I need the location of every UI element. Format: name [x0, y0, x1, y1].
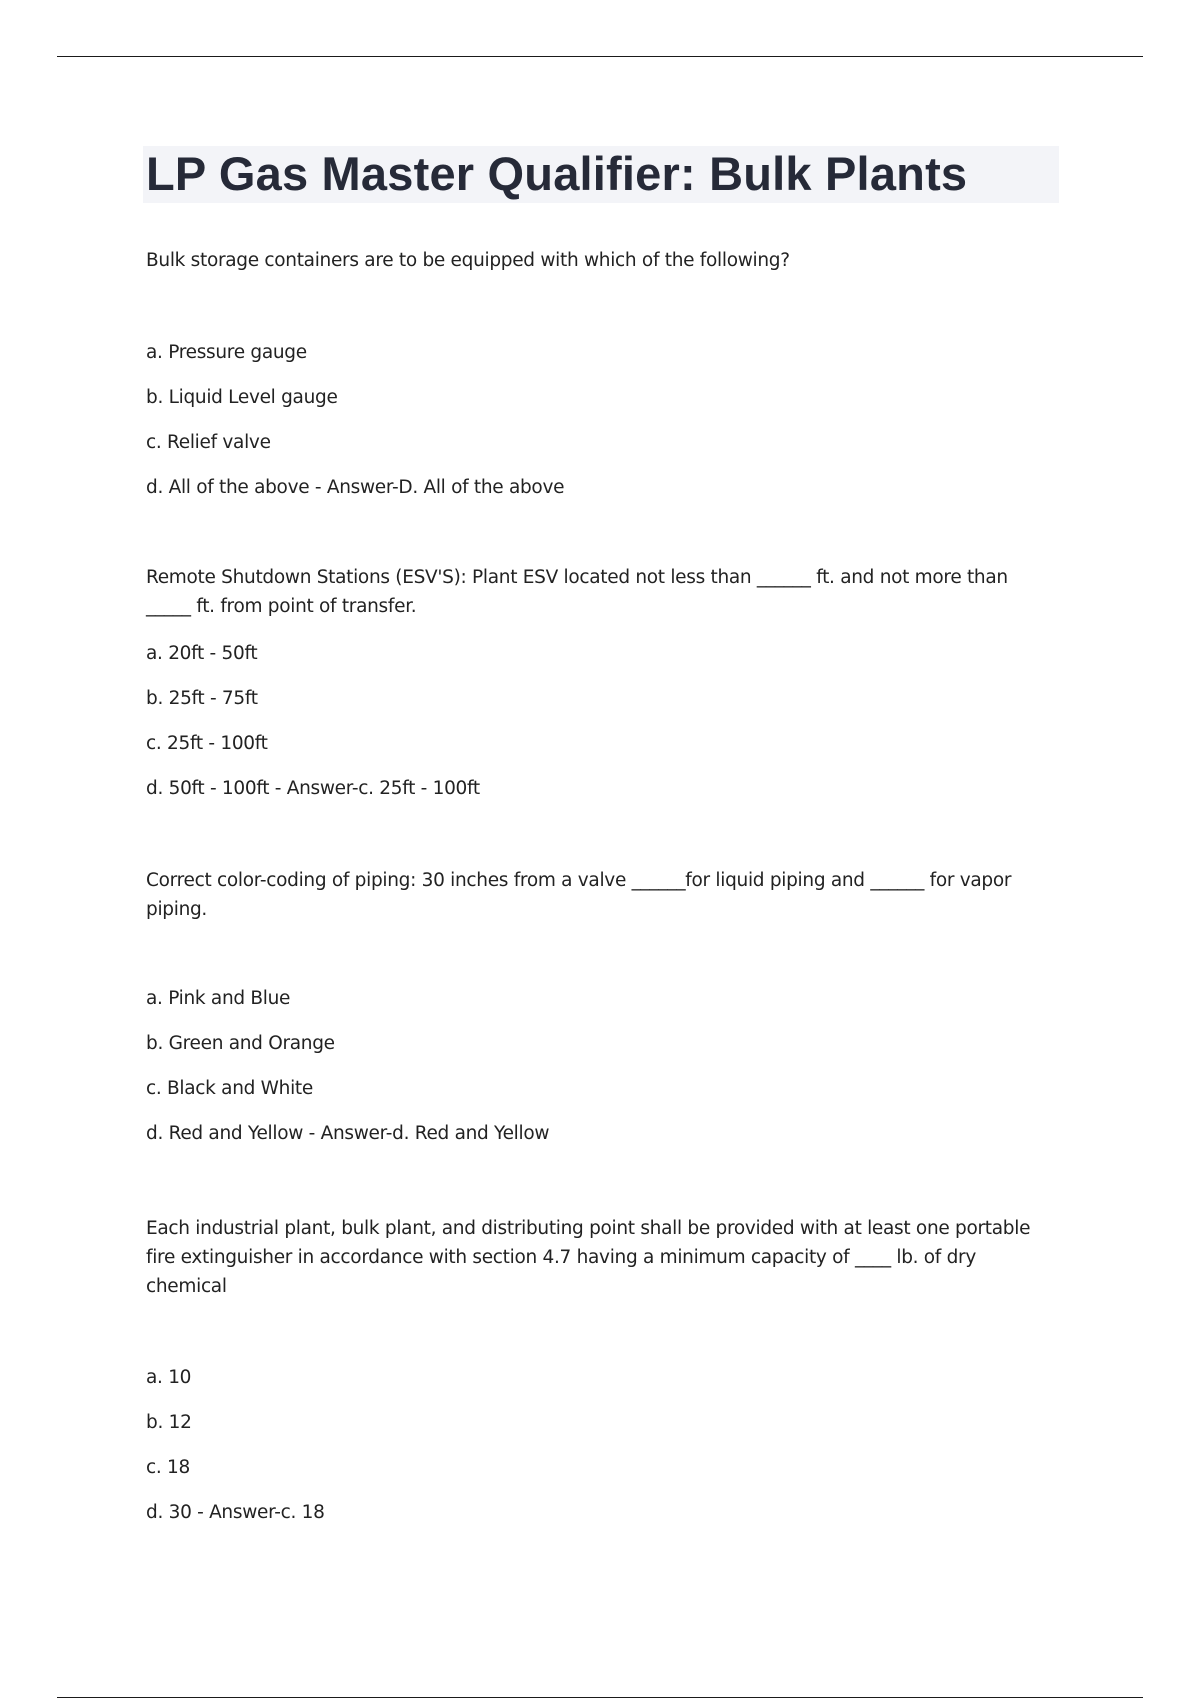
answer-option: a. Pressure gauge: [146, 342, 307, 363]
question-block: [146, 563, 1046, 819]
question-text: Correct color-coding of piping: 30 inches from a valve ______for liquid piping and ______ for vapor piping.: [146, 870, 1012, 920]
answer-option: a. Pink and Blue: [146, 988, 291, 1009]
answer-option: a. 10: [146, 1367, 192, 1388]
answer-option: c. Relief valve: [146, 432, 271, 453]
answer-option: b. 12: [146, 1412, 192, 1433]
answer-option: c. Black and White: [146, 1078, 313, 1099]
answer-option: a. 20ft - 50ft: [146, 643, 258, 664]
question-text: Bulk storage containers are to be equipped with which of the following?: [146, 250, 790, 271]
answer-option: b. Liquid Level gauge: [146, 387, 338, 408]
question-block: [146, 866, 1046, 1164]
answer-option: d. Red and Yellow - Answer-d. Red and Yellow: [146, 1123, 550, 1144]
page-title: LP Gas Master Qualifier: Bulk Plants: [146, 147, 968, 200]
answer-option: d. All of the above - Answer-D. All of the above: [146, 477, 565, 498]
answer-option: d. 50ft - 100ft - Answer-c. 25ft - 100ft: [146, 778, 480, 799]
question-text: Each industrial plant, bulk plant, and distributing point shall be provided with at least one portable fire extinguisher in accordance with section 4.7 having a minimum capacity of ____ lb. of dry chemical: [146, 1218, 1031, 1297]
answer-options: [146, 639, 1046, 819]
answer-option: b. 25ft - 75ft: [146, 688, 258, 709]
question-block: [146, 1214, 1046, 1543]
answer-option: d. 30 - Answer-c. 18: [146, 1502, 325, 1523]
answer-options: [146, 338, 1046, 518]
answer-option: c. 25ft - 100ft: [146, 733, 268, 754]
top-divider: [57, 56, 1143, 57]
answer-options: [146, 984, 1046, 1164]
question-text: Remote Shutdown Stations (ESV'S): Plant ESV located not less than ______ ft. and not more than _____ ft. from point of transfer.: [146, 567, 1008, 617]
answer-option: c. 18: [146, 1457, 190, 1478]
answer-option: b. Green and Orange: [146, 1033, 335, 1054]
answer-options: [146, 1363, 1046, 1543]
bottom-divider: [57, 1697, 1143, 1698]
question-block: [146, 246, 1046, 518]
